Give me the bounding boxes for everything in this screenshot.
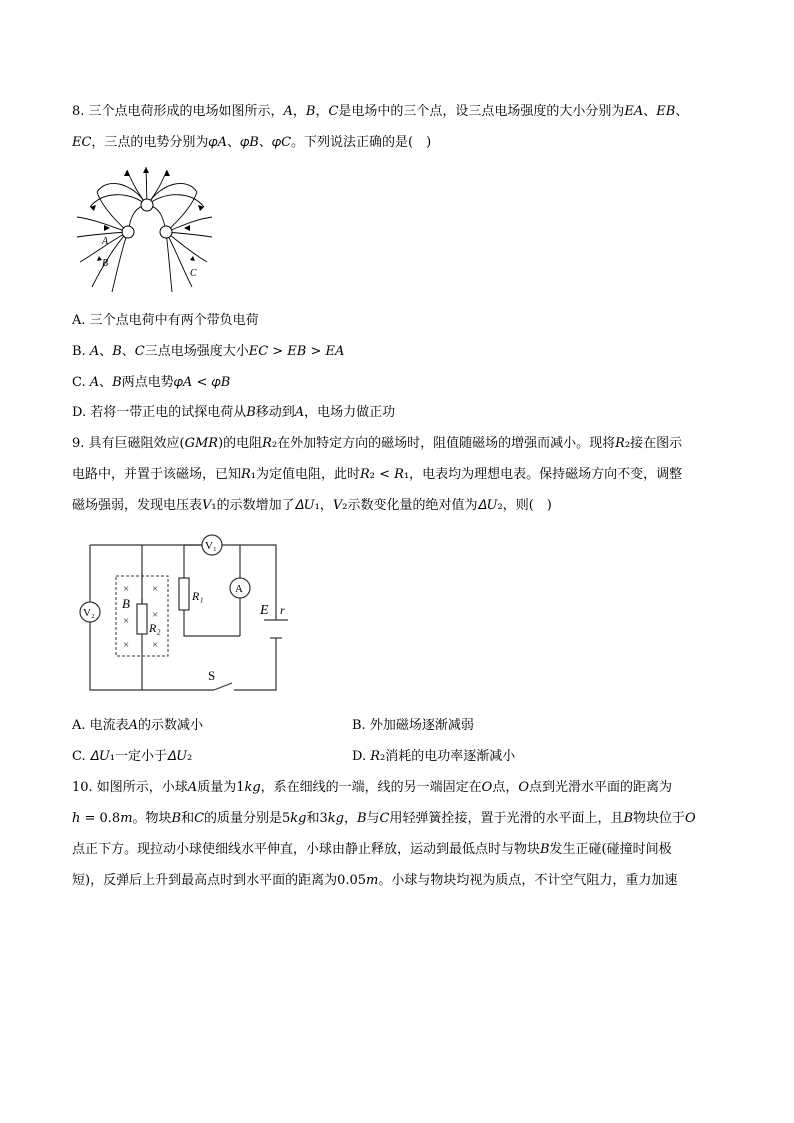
point-a-label: A (102, 236, 109, 247)
q8-line-2: 𝐸𝐶，三点的电势分别为𝜑𝐴、𝜑𝐵、𝜑𝐶。下列说法正确的是( ) (72, 135, 432, 150)
point-c-label: C (190, 268, 197, 279)
v2-label: V₂ (83, 607, 95, 619)
q8-field-figure (72, 162, 212, 302)
q8-line-1: 8. 三个点电荷形成的电场如图所示，𝐴，𝐵，𝐶是电场中的三个点，设三点电场强度的大小分别为𝐸𝐴、𝐸𝐵、 (72, 104, 689, 119)
q9-option-b: B. 外加磁场逐渐减弱 (352, 718, 474, 733)
q9-line-1: 9. 具有巨磁阻效应(𝐺𝑀𝑅)的电阻𝑅₂在外加特定方向的磁场时，阻值随磁场的增强而减小。现将𝑅₂接在图示 (72, 436, 683, 451)
v1-label: V₁ (205, 540, 217, 552)
switch-label: S (208, 668, 216, 683)
r1-label: R₁ (192, 589, 204, 603)
q9-option-c: C. 𝛥𝑈₁一定小于𝛥𝑈₂ (72, 749, 193, 764)
field-cross: × (152, 609, 159, 621)
field-cross: × (123, 583, 130, 595)
ammeter-label: A (235, 583, 243, 595)
q8-option-a: A. 三个点电荷中有两个带负电荷 (72, 313, 259, 328)
q9-line-3: 磁场强弱，发现电压表𝑉₁的示数增加了𝛥𝑈₁，𝑉₂示数变化量的绝对值为𝛥𝑈₂，则( ) (72, 498, 552, 513)
r2-label: R₂ (149, 621, 161, 635)
q9-circuit-diagram (72, 528, 292, 698)
q9-line-2: 电路中，并置于该磁场，已知𝑅₁为定值电阻，此时𝑅₂ < 𝑅₁，电表均为理想电表。保持磁场方向不变，调整 (72, 467, 683, 482)
q9-option-a: A. 电流表𝐴的示数减小 (72, 718, 204, 733)
q10-line-4: 短)，反弹后上升到最高点时到水平面的距离为0.05𝑚。小球与物块均视为质点，不计空气阻力，重力加速 (72, 873, 678, 888)
q10-line-1: 10. 如图所示，小球𝐴质量为1𝑘𝑔，系在细线的一端，线的另一端固定在𝑂点，𝑂点到光滑水平面的距离为 (72, 780, 672, 795)
q8-option-d: D. 若将一带正电的试探电荷从𝐵移动到𝐴，电场力做正功 (72, 405, 396, 420)
q9-option-d: D. 𝑅₂消耗的电功率逐渐减小 (352, 749, 516, 764)
q8-option-b: B. 𝐴、𝐵、𝐶三点电场强度大小𝐸𝐶 > 𝐸𝐵 > 𝐸𝐴 (72, 344, 345, 359)
field-cross: × (123, 639, 130, 651)
internal-resistance-label: r (280, 603, 285, 617)
emf-label: E (260, 603, 269, 618)
q10-line-2: ℎ = 0.8𝑚。物块𝐵和𝐶的质量分别是5𝑘𝑔和3𝑘𝑔，𝐵与𝐶用轻弹簧拴接，置于光滑的水平面上，且𝐵物块位于𝑂 (72, 811, 696, 826)
field-cross: × (123, 615, 130, 627)
q10-line-3: 点正下方。现拉动小球使细线水平伸直，小球由静止释放，运动到最低点时与物块𝐵发生正碰(碰撞时间极 (72, 842, 672, 857)
field-cross: × (152, 583, 159, 595)
field-cross: × (152, 639, 159, 651)
q8-option-c: C. 𝐴、𝐵两点电势𝜑𝐴 < 𝜑𝐵 (72, 375, 231, 390)
b-field-label: B (122, 596, 130, 611)
point-b-label: B (102, 258, 109, 269)
